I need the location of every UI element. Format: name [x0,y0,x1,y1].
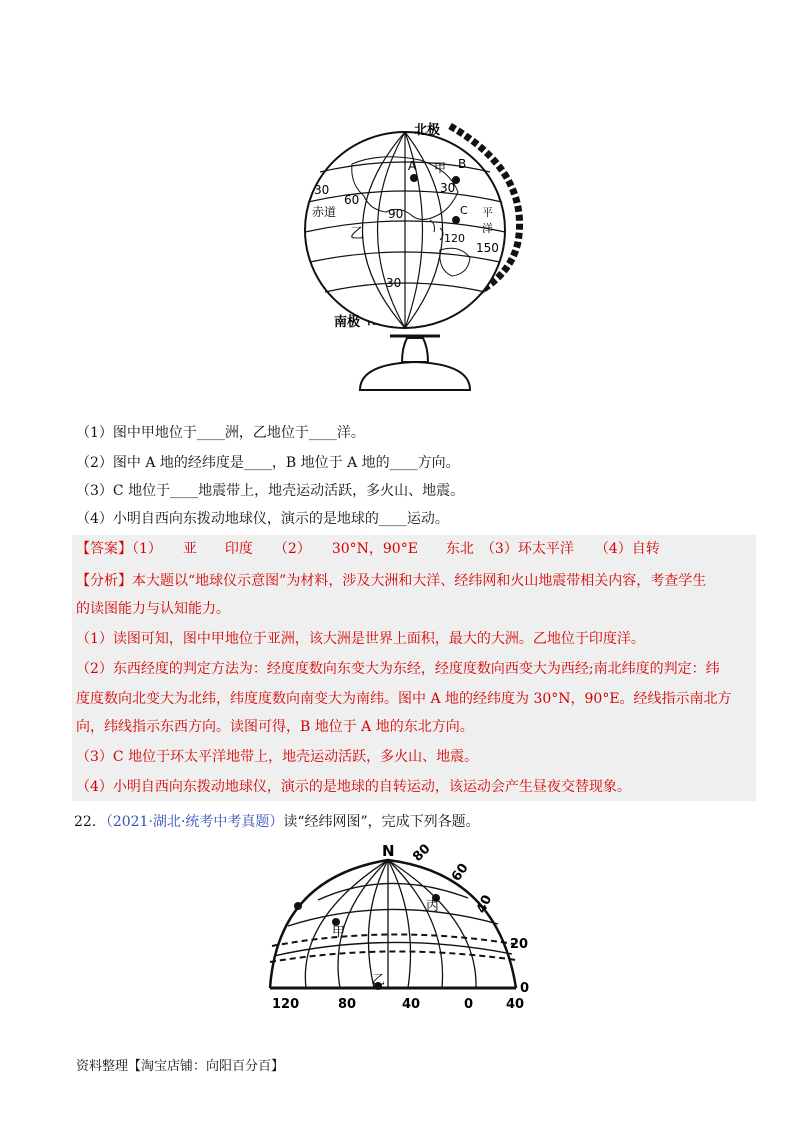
label-30-bottom: 30 [386,276,402,290]
label-150: 150 [476,241,499,255]
lon-label-40-east: 40 [506,997,525,1012]
question-3: （3）C 地位于____地震带上，地壳运动活跃，多火山、地震。 [76,483,465,499]
south-pole-label: 南极 [334,315,361,330]
question-1: （1）图中甲地位于____洲，乙地位于____洋。 [76,425,365,441]
analysis-line: （3）C 地位于环太平洋地带上，地壳运动活跃，多火山、地震。 [76,749,479,765]
globe-stand-base [360,362,470,390]
lon-label-80: 80 [338,997,357,1012]
label-c: C [460,204,468,217]
question-source: （2021·湖北·统考中考真题） [105,814,284,830]
label-60: 60 [344,193,360,207]
label-yi: 乙 [350,226,364,242]
question-text: 读“经纬网图”，完成下列各题。 [283,814,480,830]
lat-20-label: 20 [510,937,529,952]
question-4: （4）小明自西向东拨动地球仪，演示的是地球的____运动。 [76,511,449,527]
answer-text: （1） 亚 印度 （2） 30°N，90°E 东北 （3）环太平洋 （4）自转 [132,541,660,557]
analysis-line: 度度数向北变大为北纬，纬度度数向南变大为南纬。图中 A 地的经纬度为 30°N，90°E。经线指示南北方 [76,691,732,707]
yi-label: 乙 [372,973,386,988]
analysis-line: （2）东西经度的判定方法为：经度度数向东变大为东经，经度度数向西变大为西经;南北纬度的判定：纬 [76,661,720,677]
label-ping: 平 [482,206,493,219]
question-2: （2）图中 A 地的经纬度是____，B 地位于 A 地的____方向。 [76,455,460,471]
analysis-line: （4）小明自西向东拨动地球仪，演示的是地球的自转运动，该运动会产生昼夜交替现象。 [76,779,631,795]
label-b: B [458,157,467,171]
point-extra [294,902,302,910]
analysis-line: （1）读图可知，图中甲地位于亚洲，该大洲是世界上面积，最大的大洲。乙地位于印度洋。 [76,631,645,647]
grid-outline [270,860,516,988]
label-30-top: 30 [440,181,456,195]
jia-label: 甲 [332,925,346,940]
analysis-line: 的读图能力与认知能力。 [76,601,230,617]
globe-stand-neck [402,338,428,362]
label-yang: 洋 [482,222,493,235]
lat-40-label: 40 [474,892,496,916]
analysis-line: 向，纬线指示东西方向。读图可得，B 地位于 A 地的东北方向。 [76,719,474,735]
lon-label-120: 120 [272,997,300,1012]
latlong-grid-figure [258,838,538,1014]
point-a [410,174,418,182]
question-22 [74,812,480,832]
lon-label-40: 40 [402,997,421,1012]
label-120: 120 [444,232,465,245]
north-pole-label: 北极 [414,123,441,138]
footer-note: 资料整理【淘宝店铺：向阳百分百】 [76,1059,285,1074]
bing-label: 丙 [426,899,440,914]
label-jia: 甲 [434,161,447,175]
label-30-left: 30 [314,183,330,197]
question-number: 22． [74,814,106,830]
lat-60-label: 60 [448,860,472,885]
answer-tag: 【答案】 [76,541,132,557]
answer-box [72,535,756,801]
globe-figure [290,112,540,400]
lat-0-label: 0 [520,981,530,996]
answer-line [76,539,660,559]
lat-80-label: 80 [410,841,434,865]
lon-label-0: 0 [464,997,474,1012]
north-label: N [382,842,395,860]
label-a: A [408,159,417,173]
point-c [452,216,460,224]
analysis-line: 【分析】本大题以“地球仪示意图”为材料，涉及大洲和大洋、经纬网和火山地震带相关内容，考查学生 [76,573,707,589]
dashed-parallel [272,934,514,946]
label-equator: 赤道 [312,205,337,219]
label-90: 90 [388,207,404,221]
